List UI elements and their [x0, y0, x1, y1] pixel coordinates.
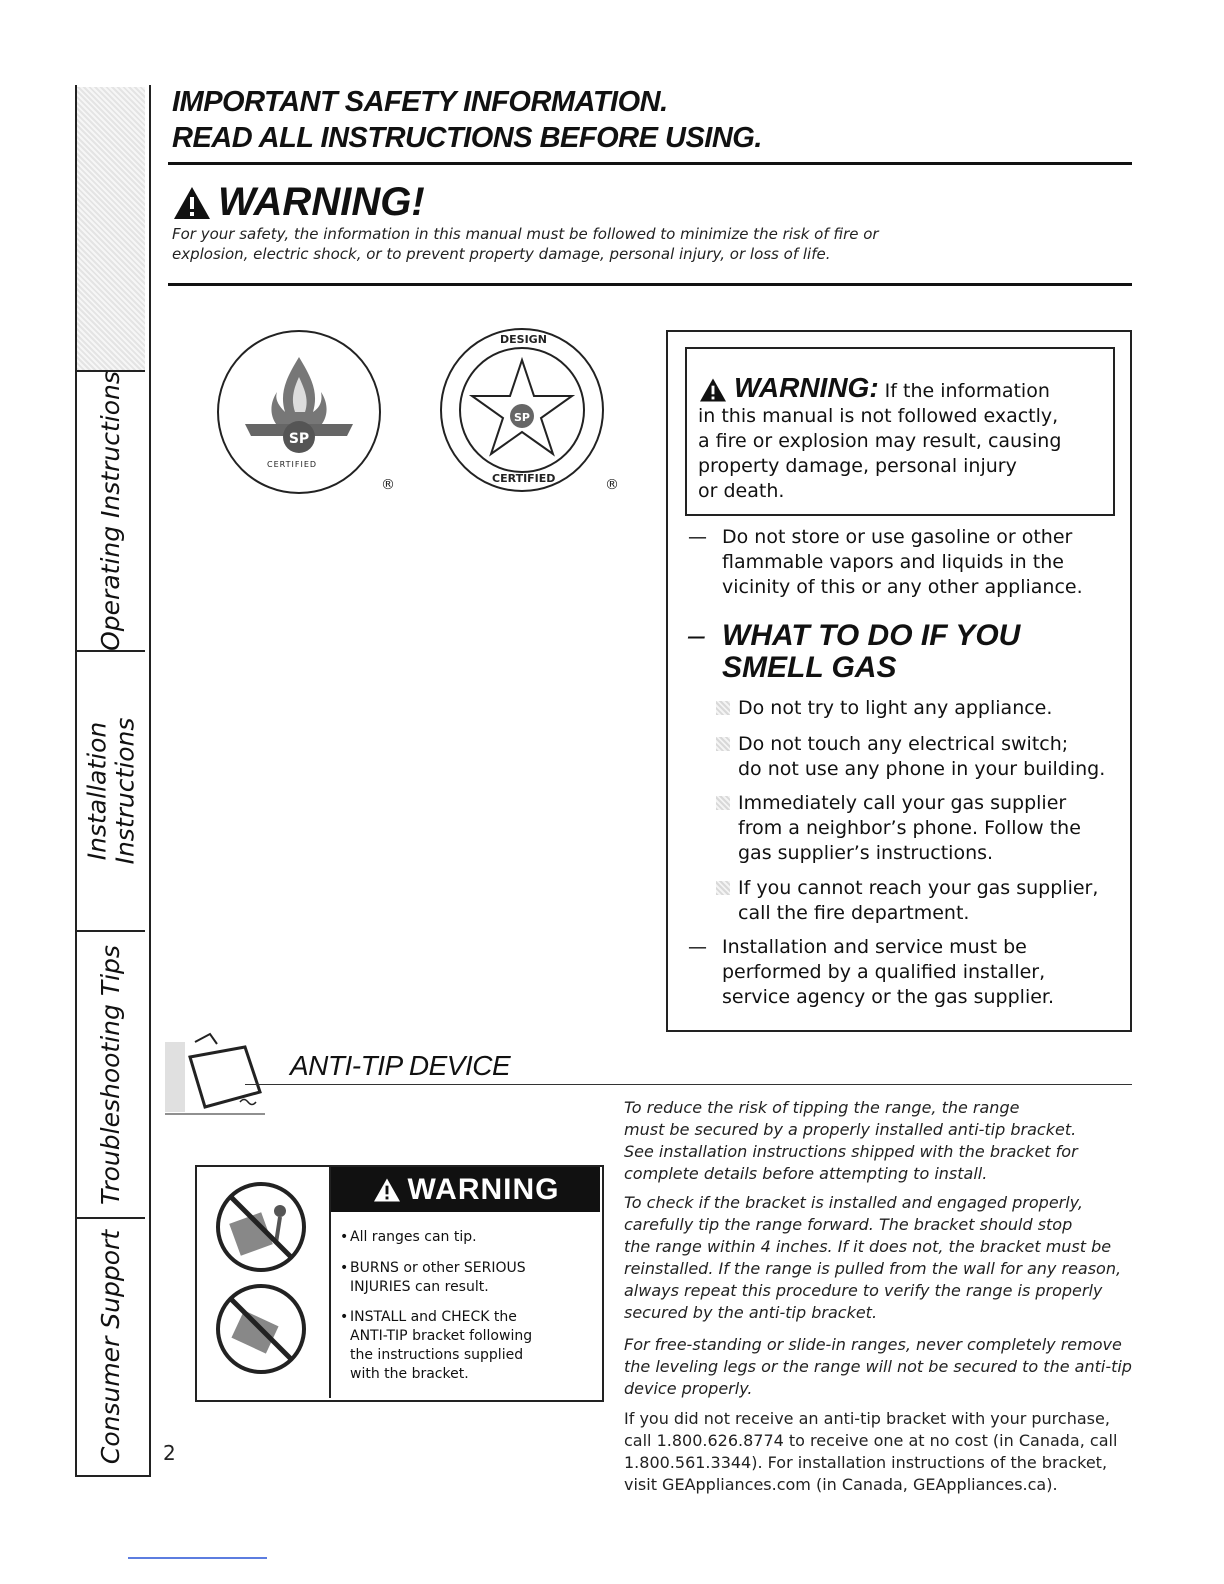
sidebar-tab-label-line2: Instructions [110, 717, 140, 865]
dash-marker: — [688, 936, 707, 958]
gas-step-item [716, 791, 1126, 866]
anti-tip-contact [624, 1408, 1134, 1496]
main-warning-heading [172, 180, 425, 225]
bullet-dot: • [340, 1229, 349, 1245]
warning-rule [168, 283, 1132, 286]
anti-tip-paragraph [624, 1097, 1134, 1185]
gas-step-line: from a neighbor’s phone. Follow the [738, 817, 1081, 839]
boxed-warning-line: property damage, personal injury [698, 455, 1017, 477]
warning-item-line: the instructions supplied [350, 1347, 524, 1363]
boxed-warning-line: in this manual is not followed exactly, [698, 405, 1059, 427]
installation-instruction [688, 935, 1108, 1010]
bullet-square-icon [716, 737, 730, 751]
gas-step-line: do not use any phone in your building. [738, 758, 1106, 780]
page-number: 2 [163, 1441, 176, 1465]
paragraph-line: For free-standing or slide-in ranges, never completely remove [624, 1335, 1122, 1354]
anti-tip-paragraph [624, 1192, 1134, 1324]
main-warning-title: WARNING! [218, 180, 425, 224]
instruction-line: service agency or the gas supplier. [722, 986, 1055, 1008]
boxed-warning-heading [698, 372, 1098, 404]
paragraph-line: device properly. [624, 1379, 753, 1398]
sidebar-header-pattern [77, 87, 145, 372]
instruction-line: performed by a qualified installer, [722, 961, 1046, 983]
boxed-warning-line: or death. [698, 480, 785, 502]
sidebar-tab-operating-instructions[interactable] [77, 372, 145, 650]
gas-step-line: Do not try to light any appliance. [738, 697, 1053, 719]
header-rule [168, 162, 1132, 165]
paragraph-line: the leveling legs or the range will not be secured to the anti-tip [624, 1357, 1132, 1376]
gas-step-item [716, 876, 1126, 926]
sidebar-tab-consumer-support[interactable] [77, 1219, 145, 1474]
anti-tip-warning-item [340, 1228, 590, 1247]
registered-mark: ® [381, 477, 395, 493]
gas-step-line: call the fire department. [738, 902, 970, 924]
anti-tip-warning-banner [331, 1167, 600, 1212]
warning-item-line: All ranges can tip. [350, 1229, 477, 1245]
star-icon [442, 330, 602, 490]
gas-step-item [716, 732, 1126, 782]
sidebar-tab-installation-instructions[interactable] [77, 652, 145, 930]
paragraph-line: the range within 4 inches. If it does not, the bracket must be [624, 1237, 1112, 1256]
gasoline-instruction [688, 525, 1108, 600]
paragraph-line: always repeat this procedure to verify the range is properly [624, 1281, 1103, 1300]
warning-item-line: BURNS or other SERIOUS [350, 1260, 526, 1276]
svg-text:SP: SP [514, 411, 530, 424]
main-warning-text [172, 224, 972, 264]
anti-tip-paragraph [624, 1334, 1134, 1400]
anti-tip-icon [165, 1032, 270, 1126]
sidebar-tab-label [83, 718, 139, 865]
boxed-warning-title: WARNING: [734, 372, 879, 403]
instruction-line: Installation and service must be [722, 936, 1027, 958]
design-label: DESIGN [500, 333, 547, 346]
gas-step-line: Do not touch any electrical switch; [738, 733, 1069, 755]
design-certified-logo [440, 328, 604, 492]
sidebar-tab-label-line1: Installation [82, 721, 112, 861]
no-tipping-icon [206, 1177, 316, 1391]
paragraph-line: See installation instructions shipped with the bracket for [624, 1142, 1078, 1161]
bullet-dot: • [340, 1309, 349, 1325]
instruction-line: vicinity of this or any other appliance. [722, 576, 1083, 598]
gas-step-line: Immediately call your gas supplier [738, 792, 1067, 814]
page-title-line2: READ ALL INSTRUCTIONS BEFORE USING. [172, 122, 762, 154]
instruction-line: flammable vapors and liquids in the [722, 551, 1064, 573]
page-title-line1: IMPORTANT SAFETY INFORMATION. [172, 86, 668, 118]
boxed-warning-text [698, 372, 1098, 504]
boxed-warning-lead: If the information [884, 380, 1050, 402]
bullet-dot: • [340, 1260, 349, 1276]
what-to-do-heading-line: SMELL GAS [722, 651, 897, 684]
what-to-do-heading [688, 620, 1108, 684]
dash-marker: — [688, 526, 707, 548]
sidebar-tab-troubleshooting-tips[interactable] [77, 932, 145, 1217]
contact-line: If you did not receive an anti-tip bracket with your purchase, [624, 1409, 1110, 1428]
main-warning-text-line: For your safety, the information in this manual must be followed to minimize the risk of fire or [172, 225, 879, 243]
warning-item-line: INSTALL and CHECK the [350, 1309, 517, 1325]
anti-tip-rule [245, 1084, 1132, 1085]
contact-line: visit GEAppliances.com (in Canada, GEAppliances.ca). [624, 1475, 1058, 1494]
warning-item-line: with the bracket. [350, 1366, 469, 1382]
gas-step-line: If you cannot reach your gas supplier, [738, 877, 1099, 899]
warning-triangle-icon [172, 185, 212, 221]
anti-tip-warning-title: WARNING [407, 1172, 560, 1206]
paragraph-line: To check if the bracket is installed and engaged properly, [624, 1193, 1083, 1212]
svg-text:SP: SP [288, 431, 310, 447]
paragraph-line: To reduce the risk of tipping the range, the range [624, 1098, 1020, 1117]
what-to-do-heading-line: WHAT TO DO IF YOU [722, 619, 1021, 652]
paragraph-line: reinstalled. If the range is pulled from the wall for any reason, [624, 1259, 1122, 1278]
dash-marker: – [688, 619, 705, 652]
sidebar-tab-label: Troubleshooting Tips [96, 944, 125, 1205]
paragraph-line: complete details before attempting to install. [624, 1164, 988, 1183]
instruction-line: Do not store or use gasoline or other [722, 526, 1073, 548]
paragraph-line: secured by the anti-tip bracket. [624, 1303, 878, 1322]
warning-triangle-icon [372, 1177, 402, 1203]
sidebar-tab-label: Consumer Support [96, 1229, 126, 1464]
gas-step-item [716, 696, 1126, 721]
csa-certified-label: CERTIFIED [267, 460, 318, 469]
bullet-square-icon [716, 796, 730, 810]
paragraph-line: must be secured by a properly installed anti-tip bracket. [624, 1120, 1077, 1139]
boxed-warning-line: a fire or explosion may result, causing [698, 430, 1062, 452]
certified-label: CERTIFIED [492, 472, 556, 485]
gas-step-line: gas supplier’s instructions. [738, 842, 994, 864]
registered-mark: ® [605, 477, 619, 493]
csa-certified-logo [217, 330, 381, 494]
anti-tip-warning-item [340, 1259, 590, 1297]
contact-line: call 1.800.626.8774 to receive one at no cost (in Canada, call [624, 1431, 1118, 1450]
anti-tip-title: ANTI-TIP DEVICE [290, 1050, 511, 1081]
footer-blue-rule [128, 1557, 267, 1559]
bullet-square-icon [716, 881, 730, 895]
main-warning-text-line: explosion, electric shock, or to prevent property damage, personal injury, or loss of life. [172, 245, 831, 263]
warning-item-line: ANTI-TIP bracket following [350, 1328, 533, 1344]
warning-triangle-icon [698, 377, 728, 403]
contact-line: 1.800.561.3344). For installation instructions of the bracket, [624, 1453, 1108, 1472]
bullet-square-icon [716, 701, 730, 715]
warning-item-line: INJURIES can result. [350, 1279, 489, 1295]
paragraph-line: carefully tip the range forward. The bracket should stop [624, 1215, 1073, 1234]
anti-tip-warning-item [340, 1308, 590, 1384]
sidebar-tab-label: Operating Instructions [96, 371, 126, 651]
